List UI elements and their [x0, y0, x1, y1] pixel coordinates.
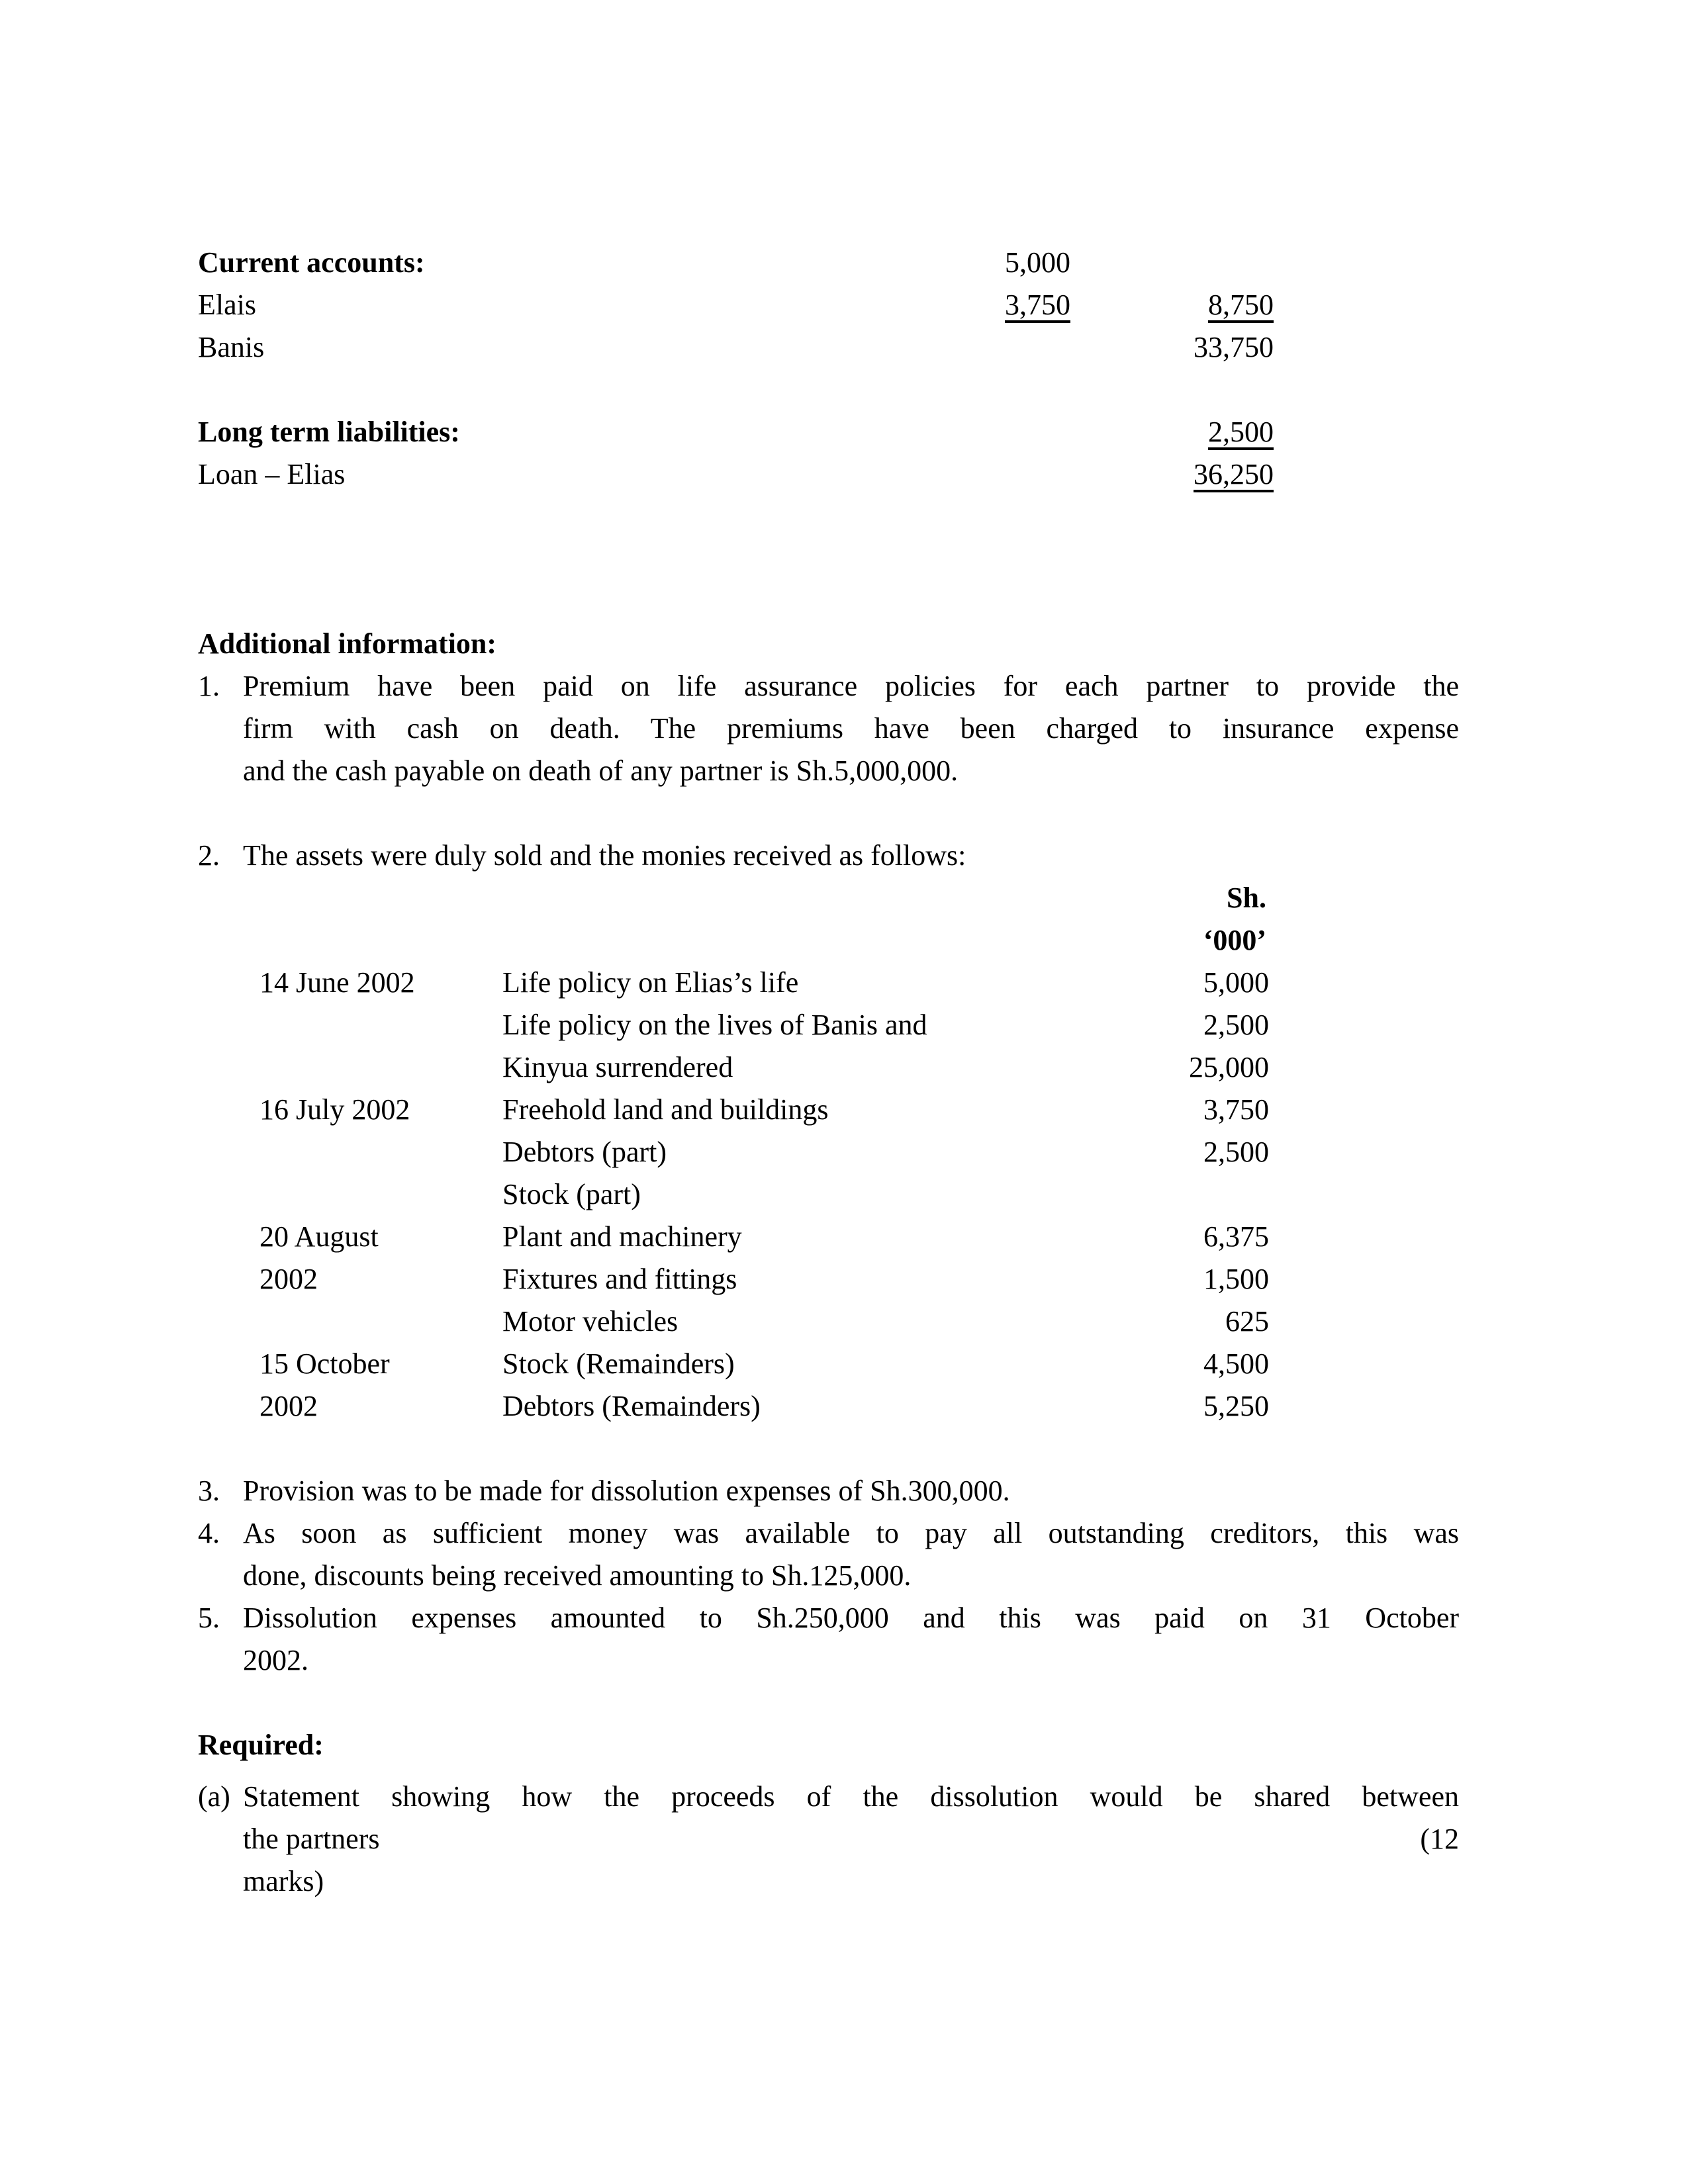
table-row: [259, 1216, 1459, 1258]
marks-close: marks): [243, 1865, 324, 1897]
date-column-header: [259, 877, 502, 962]
sale-date: [259, 1173, 502, 1216]
sale-value: 625: [1225, 1305, 1269, 1338]
sale-item: Debtors (Remainders): [502, 1390, 761, 1422]
sale-value: 5,250: [1203, 1390, 1269, 1422]
required-item-a: [198, 1776, 1459, 1903]
col1-value: 5,000: [1005, 246, 1070, 279]
table-header-row: [259, 877, 1459, 962]
header-thousands: ‘000’: [1203, 924, 1266, 956]
sale-value: 6,375: [1203, 1220, 1269, 1253]
sale-item: Stock (Remainders): [502, 1347, 735, 1380]
col2-value: 36,250: [1194, 458, 1274, 490]
sale-date: 2002: [259, 1390, 318, 1422]
blank-line: [198, 792, 1459, 835]
text-line: Premium have been paid on life assurance policies for each partner to provide the: [243, 670, 1459, 702]
table-row: [259, 1258, 1459, 1300]
blank-line: [198, 1682, 1459, 1724]
asset-sale-table: [259, 877, 1459, 1428]
blank-lines: [198, 496, 1459, 623]
sale-date: 15 October: [259, 1347, 390, 1380]
list-number: 5.: [198, 1602, 220, 1634]
sale-item: Fixtures and fittings: [502, 1263, 737, 1295]
additional-information-section: [198, 623, 1459, 877]
text-line: As soon as sufficient money was available to pay all outstanding creditors, this was: [243, 1517, 1459, 1549]
table-row: [259, 1089, 1459, 1131]
sale-date: 16 July 2002: [259, 1093, 410, 1126]
table-row: [259, 1385, 1459, 1428]
sale-date: 20 August: [259, 1220, 379, 1253]
sale-item: Life policy on the lives of Banis and: [502, 1009, 927, 1041]
text-fragment: the partners: [243, 1823, 380, 1855]
header-sh: Sh.: [1227, 882, 1266, 914]
required-heading: Required:: [198, 1729, 324, 1761]
sale-value: 2,500: [1203, 1009, 1269, 1041]
blank-line: [198, 1428, 1459, 1470]
sale-item: Plant and machinery: [502, 1220, 742, 1253]
table-row: [259, 962, 1459, 1004]
text-line: Statement showing how the proceeds of the dissolution would be shared between: [243, 1780, 1459, 1813]
sale-value: 1,500: [1203, 1263, 1269, 1295]
list-number: 4.: [198, 1517, 220, 1549]
note-item-1: [198, 665, 1459, 792]
row-label: Loan – Elias: [198, 458, 346, 490]
sale-item: Life policy on Elias’s life: [502, 966, 799, 999]
sale-item: Motor vehicles: [502, 1305, 679, 1338]
balance-row-loan-elias: [198, 453, 1459, 496]
text-line: done, discounts being received amounting to Sh.125,000.: [243, 1559, 912, 1592]
sale-item: Stock (part): [502, 1178, 641, 1210]
sale-value: 3,750: [1203, 1093, 1269, 1126]
notes-section: [198, 1470, 1459, 1682]
text-line: and the cash payable on death of any partner is Sh.5,000,000.: [243, 754, 959, 787]
note-item-2: [198, 835, 1459, 877]
list-number: 3.: [198, 1475, 220, 1507]
text-line: Dissolution expenses amounted to Sh.250,000 and this was paid on 31 October: [243, 1602, 1459, 1634]
table-row: [259, 1046, 1459, 1089]
sale-date: [259, 1004, 502, 1046]
marks-open: (12: [1420, 1823, 1459, 1855]
note-item-4: [198, 1512, 1459, 1597]
row-label: Banis: [198, 331, 265, 363]
blank-line: [198, 369, 1459, 411]
sale-value: 25,000: [1189, 1051, 1269, 1083]
col1-value: 3,750: [1005, 289, 1070, 321]
row-label: Elais: [198, 289, 256, 321]
list-text: [243, 1597, 1459, 1682]
balance-row-long-term-liabilities: [198, 411, 1459, 453]
balance-row-elais: [198, 284, 1459, 326]
balance-extract-section: [198, 242, 1459, 496]
col1-value: [860, 411, 1070, 453]
list-text: [243, 1470, 1459, 1512]
sale-value: 5,000: [1203, 966, 1269, 999]
col1-value: [860, 326, 1070, 369]
text-line: firm with cash on death. The premiums have been charged to insurance expense: [243, 712, 1459, 745]
col1-value: [860, 453, 1070, 496]
sale-date: [259, 1300, 502, 1343]
item-column-header: [502, 877, 1098, 962]
sale-date: [259, 1131, 502, 1173]
note-item-3: [198, 1470, 1459, 1512]
balance-row-banis: [198, 326, 1459, 369]
balance-row-current-accounts: [198, 242, 1459, 284]
text-line: 2002.: [243, 1644, 308, 1676]
additional-information-heading: Additional information:: [198, 627, 497, 660]
list-text: The assets were duly sold and the monies received as follows:: [243, 839, 966, 872]
sale-date: 2002: [259, 1263, 318, 1295]
list-text: [243, 1776, 1459, 1903]
row-label: Current accounts:: [198, 246, 425, 279]
text-line: [243, 1818, 1459, 1860]
list-text: [243, 1512, 1459, 1597]
note-item-5: [198, 1597, 1459, 1682]
sale-value: 4,500: [1203, 1347, 1269, 1380]
required-section: [198, 1724, 1459, 1903]
list-text: [243, 665, 1459, 792]
list-number: 2.: [198, 839, 220, 872]
table-row: [259, 1004, 1459, 1046]
sale-item: Debtors (part): [502, 1136, 667, 1168]
table-row: [259, 1131, 1459, 1173]
text-line: Provision was to be made for dissolution expenses of Sh.300,000.: [243, 1475, 1010, 1507]
page-content: [198, 242, 1459, 1903]
table-row: [259, 1173, 1459, 1216]
list-number: 1.: [198, 670, 220, 702]
amount-column-header: [1098, 877, 1269, 962]
sale-date: [259, 1046, 502, 1089]
table-row: [259, 1300, 1459, 1343]
row-label: Long term liabilities:: [198, 416, 460, 448]
col2-value: 8,750: [1208, 289, 1274, 321]
col2-value: [1070, 242, 1274, 284]
sale-value: 2,500: [1203, 1136, 1269, 1168]
col2-value: 33,750: [1194, 331, 1274, 363]
sale-item: Kinyua surrendered: [502, 1051, 733, 1083]
table-row: [259, 1343, 1459, 1385]
list-number: (a): [198, 1780, 230, 1813]
sale-value: [1098, 1173, 1269, 1216]
sale-item: Freehold land and buildings: [502, 1093, 829, 1126]
col2-value: 2,500: [1208, 416, 1274, 448]
sale-date: 14 June 2002: [259, 966, 415, 999]
